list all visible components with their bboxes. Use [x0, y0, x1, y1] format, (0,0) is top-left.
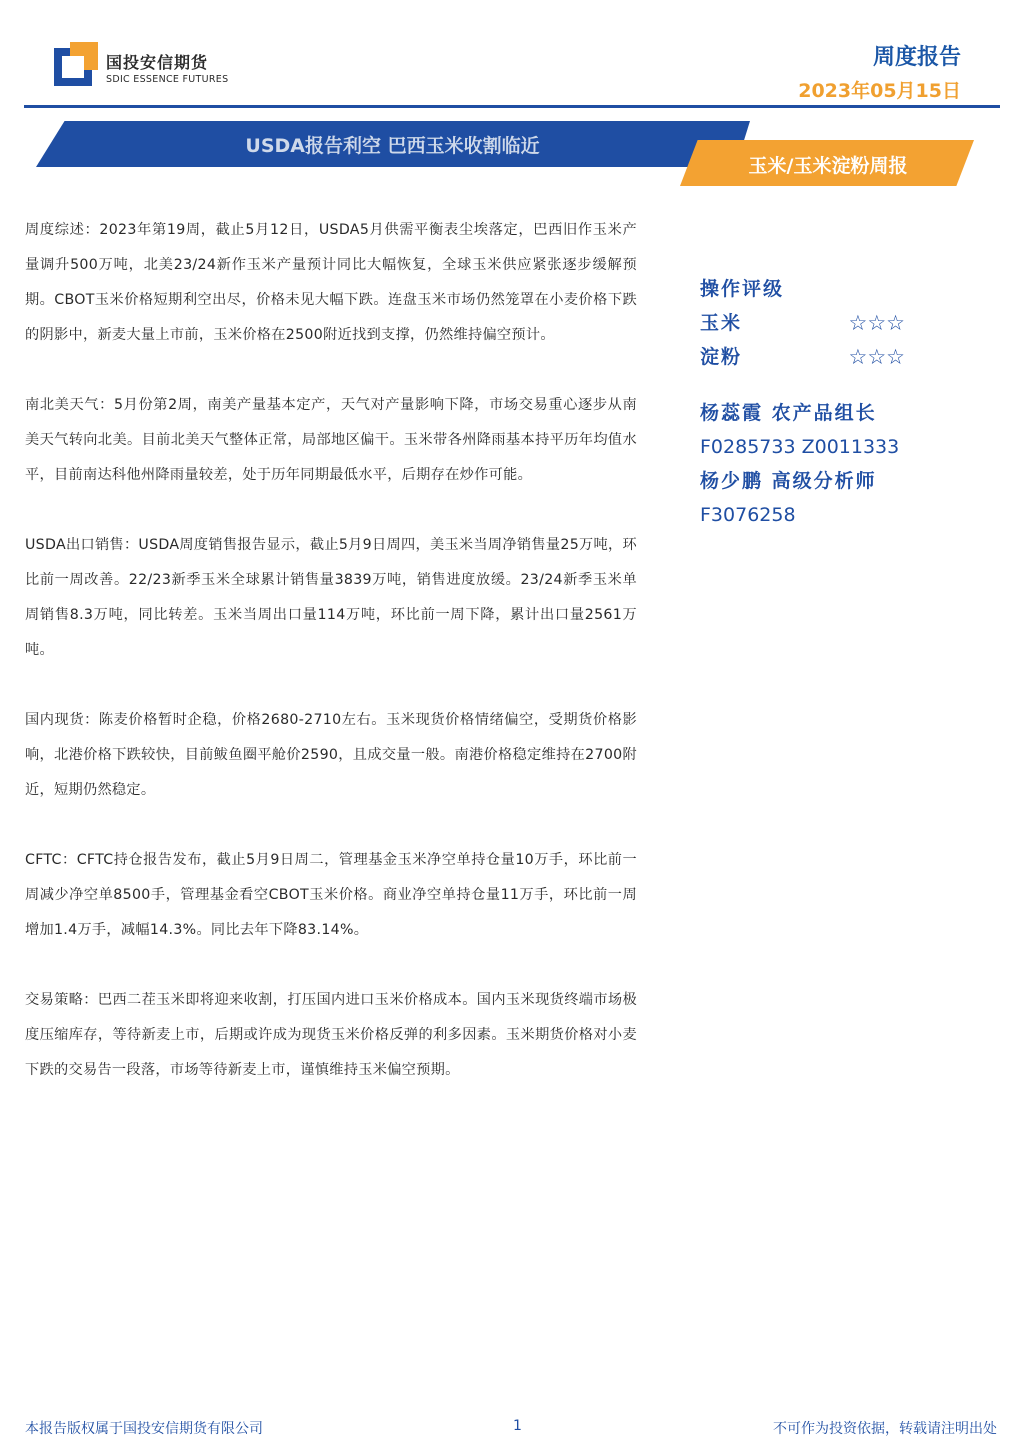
footer-disclaimer: 不可作为投资依据，转载请注明出处 [773, 1421, 997, 1437]
footer-copyright: 本报告版权属于国投安信期货有限公司 [25, 1421, 263, 1437]
page-number: 1 [513, 1418, 522, 1434]
rating-row-starch [700, 340, 905, 374]
analyst-name: 杨少鹏 高级分析师 [700, 470, 877, 492]
report-body [25, 213, 637, 1123]
analyst-name: 杨蕊霞 农产品组长 [700, 402, 877, 424]
header-divider [24, 105, 1000, 108]
paragraph-domestic-spot: 国内现货：陈麦价格暂时企稳，价格2680-2710左右。玉米现货价格情绪偏空，受期货价格影响，北港价格下跌较快，目前鲅鱼圈平舱价2590，且成交量一般。南港价格稳定维持在2700附近，短期仍然稳定。 [25, 712, 637, 798]
star-rating-icon: ☆☆☆ [848, 345, 905, 369]
company-logo-icon [54, 42, 98, 86]
analyst-license-id: F0285733 Z0011333 [700, 436, 900, 458]
sidebar [700, 272, 960, 532]
report-headline: USDA报告利空 巴西玉米收割临近 [245, 135, 540, 157]
paragraph-usda-export-sales: USDA出口销售：USDA周度销售报告显示，截止5月9日周四，美玉米当周净销售量25万吨，环比前一周改善。22/23新季玉米全球累计销售量3839万吨，销售进度放缓。23/24新季玉米单周销售8.3万吨，同比转差。玉米当周出口量114万吨，环比前一周下降，累计出口量2561万吨。 [25, 537, 637, 658]
rating-title: 操作评级 [700, 278, 785, 300]
logo-chinese-name: 国投安信期货 [106, 53, 209, 72]
report-series-name: 玉米/玉米淀粉周报 [748, 155, 908, 177]
analyst-license-id: F3076258 [700, 504, 796, 526]
paragraph-weekly-summary: 周度综述：2023年第19周，截止5月12日，USDA5月供需平衡表尘埃落定，巴西旧作玉米产量调升500万吨，北美23/24新作玉米产量预计同比大幅恢复，全球玉米供应紧张逐步缓解预期。CBOT玉米价格短期利空出尽，价格未见大幅下跌。连盘玉米市场仍然笼罩在小麦价格下跌的阴影中，新麦大量上市前，玉米价格在2500附近找到支撑，仍然维持偏空预计。 [25, 222, 637, 343]
paragraph-americas-weather: 南北美天气：5月份第2周，南美产量基本定产，天气对产量影响下降，市场交易重心逐步从南美天气转向北美。目前北美天气整体正常，局部地区偏干。玉米带各州降雨基本持平历年均值水平，目前南达科他州降雨量较差，处于历年同期最低水平，后期存在炒作可能。 [25, 397, 637, 483]
star-rating-icon: ☆☆☆ [848, 311, 905, 335]
rating-row-corn [700, 306, 905, 340]
rating-name: 淀粉 [700, 346, 743, 368]
analyst-list [700, 396, 960, 532]
report-type-title: 周度报告 [872, 45, 961, 70]
paragraph-cftc: CFTC：CFTC持仓报告发布，截止5月9日周二，管理基金玉米净空单持仓量10万手，环比前一周减少净空单8500手，管理基金看空CBOT玉米价格。商业净空单持仓量11万手，环比前一周增加1.4万手，减幅14.3%。同比去年下降83.14%。 [25, 852, 637, 938]
logo-english-name: SDIC ESSENCE FUTURES [106, 74, 229, 85]
rating-name: 玉米 [700, 312, 743, 334]
report-date: 2023年05月15日 [798, 80, 961, 102]
paragraph-trading-strategy: 交易策略：巴西二茬玉米即将迎来收割，打压国内进口玉米价格成本。国内玉米现货终端市场极度压缩库存，等待新麦上市，后期或许成为现货玉米价格反弹的利多因素。玉米期货价格对小麦下跌的交易告一段落，市场等待新麦上市，谨慎维持玉米偏空预期。 [25, 992, 637, 1078]
